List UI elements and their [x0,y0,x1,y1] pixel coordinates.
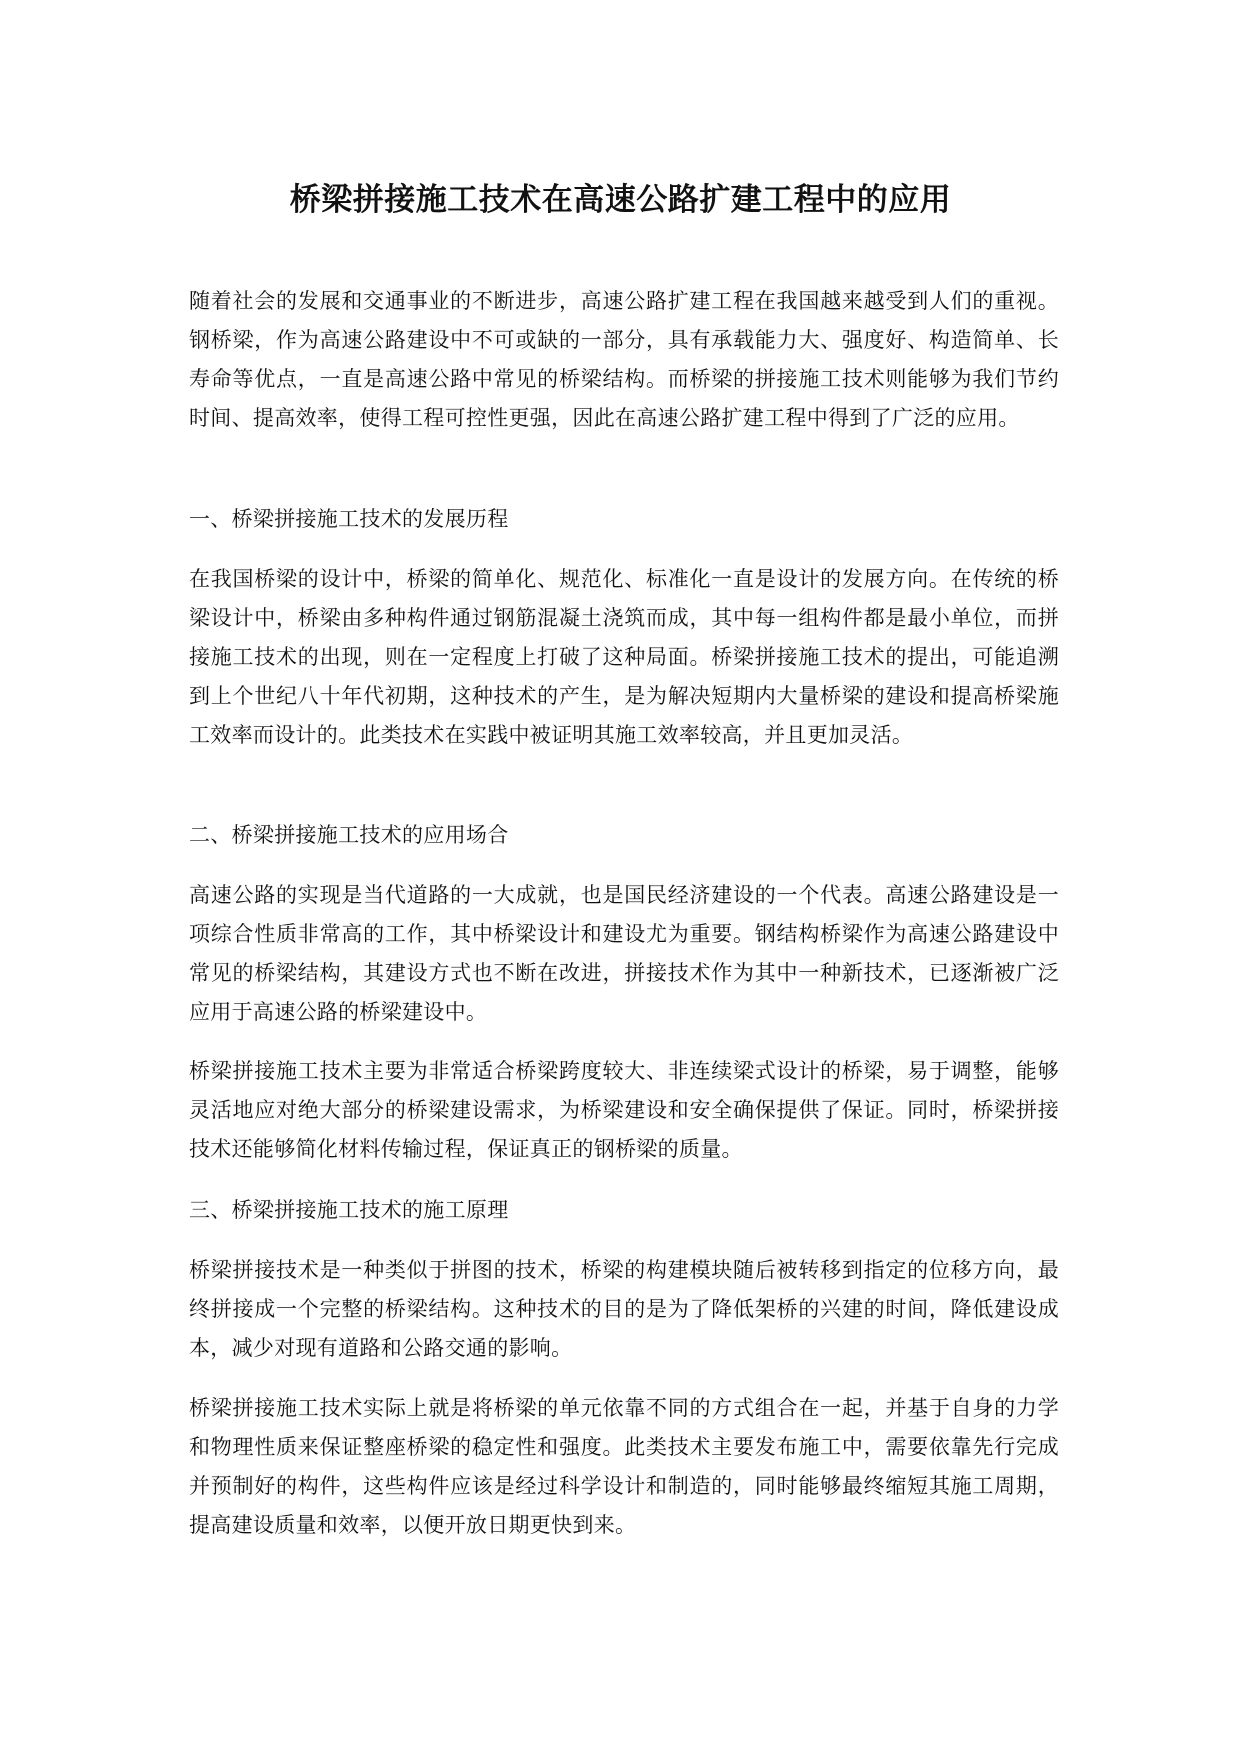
section-heading-3: 三、桥梁拼接施工技术的施工原理 [189,1198,509,1222]
paragraph-principle-1: 桥梁拼接技术是一种类似于拼图的技术，桥梁的构建模块随后被转移到指定的位移方向，最终拼接成一个完整的桥梁结构。这种技术的目的是为了降低架桥的兴建的时间，降低建设成本，减少对现有道路和公路交通的影响。 [189,1258,1059,1360]
section-heading-2: 二、桥梁拼接施工技术的应用场合 [189,823,509,847]
section-heading-1: 一、桥梁拼接施工技术的发展历程 [189,507,509,531]
paragraph-principle-2: 桥梁拼接施工技术实际上就是将桥梁的单元依靠不同的方式组合在一起，并基于自身的力学和物理性质来保证整座桥梁的稳定性和强度。此类技术主要发布施工中，需要依靠先行完成并预制好的构件，这些构件应该是经过科学设计和制造的，同时能够最终缩短其施工周期，提高建设质量和效率，以便开放日期更快到来。 [189,1396,1059,1537]
document-title: 桥梁拼接施工技术在高速公路扩建工程中的应用 [289,182,952,218]
paragraph-development-history: 在我国桥梁的设计中，桥梁的简单化、规范化、标准化一直是设计的发展方向。在传统的桥梁设计中，桥梁由多种构件通过钢筋混凝土浇筑而成，其中每一组构件都是最小单位，而拼接施工技术的出现，则在一定程度上打破了这种局面。桥梁拼接施工技术的提出，可能追溯到上个世纪八十年代初期，这种技术的产生，是为解决短期内大量桥梁的建设和提高桥梁施工效率而设计的。此类技术在实践中被证明其施工效率较高，并且更加灵活。 [189,567,1059,747]
paragraph-application-1: 高速公路的实现是当代道路的一大成就，也是国民经济建设的一个代表。高速公路建设是一项综合性质非常高的工作，其中桥梁设计和建设尤为重要。钢结构桥梁作为高速公路建设中常见的桥梁结构，其建设方式也不断在改进，拼接技术作为其中一种新技术，已逐渐被广泛应用于高速公路的桥梁建设中。 [189,883,1059,1024]
paragraph-application-2: 桥梁拼接施工技术主要为非常适合桥梁跨度较大、非连续梁式设计的桥梁，易于调整，能够灵活地应对绝大部分的桥梁建设需求，为桥梁建设和安全确保提供了保证。同时，桥梁拼接技术还能够简化材料传输过程，保证真正的钢桥梁的质量。 [189,1059,1059,1161]
paragraph-intro: 随着社会的发展和交通事业的不断进步，高速公路扩建工程在我国越来越受到人们的重视。钢桥梁，作为高速公路建设中不可或缺的一部分，具有承载能力大、强度好、构造简单、长寿命等优点，一直是高速公路中常见的桥梁结构。而桥梁的拼接施工技术则能够为我们节约时间、提高效率，使得工程可控性更强，因此在高速公路扩建工程中得到了广泛的应用。 [189,289,1059,430]
